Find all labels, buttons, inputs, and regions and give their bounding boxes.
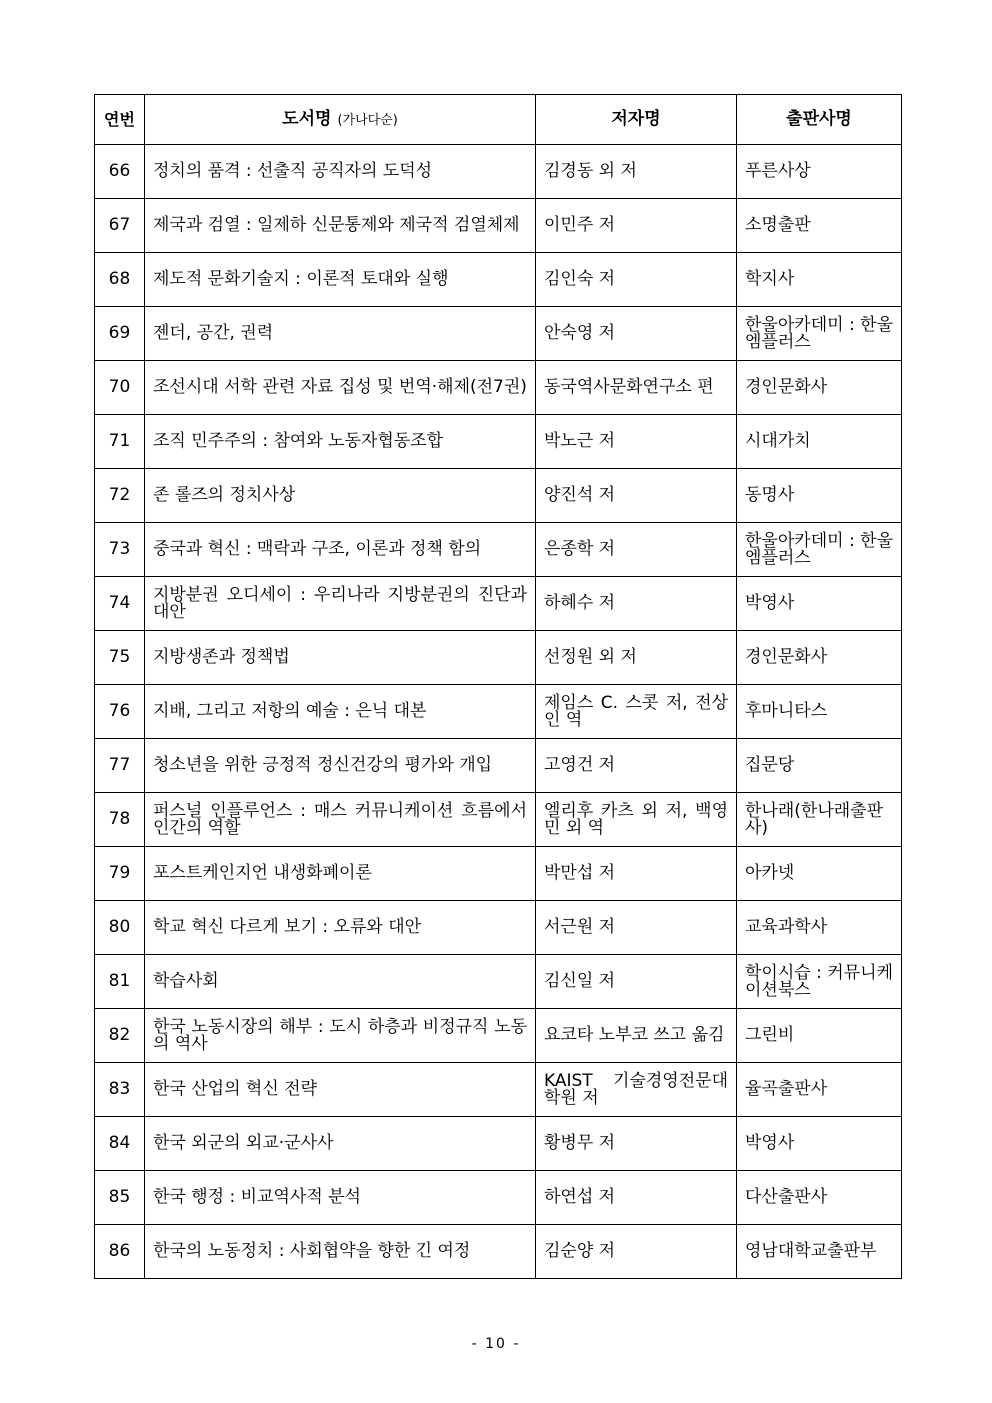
row-num: 82 — [95, 1009, 145, 1063]
row-num: 76 — [95, 685, 145, 739]
row-title: 학교 혁신 다르게 보기 : 오류와 대안 — [145, 901, 536, 955]
row-publisher: 영남대학교출판부 — [737, 1225, 902, 1279]
row-publisher: 소명출판 — [737, 199, 902, 253]
table-row — [95, 1063, 902, 1117]
row-publisher: 박영사 — [737, 577, 902, 631]
row-title: 퍼스널 인플루언스 : 매스 커뮤니케이션 흐름에서 인간의 역할 — [145, 793, 536, 847]
table-row — [95, 1225, 902, 1279]
row-title: 중국과 혁신 : 맥락과 구조, 이론과 정책 함의 — [145, 523, 536, 577]
row-publisher: 시대가치 — [737, 415, 902, 469]
row-num: 69 — [95, 307, 145, 361]
row-author: 김경동 외 저 — [536, 145, 737, 199]
table-header-row — [95, 95, 902, 145]
table-row — [95, 415, 902, 469]
row-author: 엘리후 카츠 외 저, 백영민 외 역 — [536, 793, 737, 847]
row-publisher: 그린비 — [737, 1009, 902, 1063]
row-num: 86 — [95, 1225, 145, 1279]
table-row — [95, 631, 902, 685]
row-author: 은종학 저 — [536, 523, 737, 577]
table-row — [95, 1009, 902, 1063]
table-row — [95, 739, 902, 793]
row-num: 78 — [95, 793, 145, 847]
row-publisher: 한울아카데미 : 한울엠플러스 — [737, 307, 902, 361]
row-num: 67 — [95, 199, 145, 253]
table-row — [95, 1117, 902, 1171]
row-author: 김인숙 저 — [536, 253, 737, 307]
row-author: 안숙영 저 — [536, 307, 737, 361]
row-publisher: 집문당 — [737, 739, 902, 793]
row-title: 한국의 노동정치 : 사회협약을 향한 긴 여정 — [145, 1225, 536, 1279]
table-row — [95, 577, 902, 631]
row-publisher: 한울아카데미 : 한울엠플러스 — [737, 523, 902, 577]
row-publisher: 박영사 — [737, 1117, 902, 1171]
row-publisher: 다산출판사 — [737, 1171, 902, 1225]
row-num: 68 — [95, 253, 145, 307]
row-publisher: 경인문화사 — [737, 361, 902, 415]
row-num: 73 — [95, 523, 145, 577]
row-num: 72 — [95, 469, 145, 523]
row-title: 정치의 품격 : 선출직 공직자의 도덕성 — [145, 145, 536, 199]
row-num: 70 — [95, 361, 145, 415]
row-num: 83 — [95, 1063, 145, 1117]
table-row — [95, 847, 902, 901]
row-num: 75 — [95, 631, 145, 685]
row-author: 김순양 저 — [536, 1225, 737, 1279]
row-publisher: 푸른사상 — [737, 145, 902, 199]
row-author: 서근원 저 — [536, 901, 737, 955]
header-num: 연번 — [95, 95, 145, 145]
row-publisher: 경인문화사 — [737, 631, 902, 685]
row-num: 74 — [95, 577, 145, 631]
row-num: 66 — [95, 145, 145, 199]
table-row — [95, 469, 902, 523]
header-author: 저자명 — [536, 95, 737, 145]
row-publisher: 학지사 — [737, 253, 902, 307]
table-row — [95, 1171, 902, 1225]
row-author: KAIST 기술경영전문대학원 저 — [536, 1063, 737, 1117]
row-author: 요코타 노부코 쓰고 옮김 — [536, 1009, 737, 1063]
table-row — [95, 253, 902, 307]
row-author: 박만섭 저 — [536, 847, 737, 901]
row-num: 71 — [95, 415, 145, 469]
page-number: - 10 - — [471, 1336, 521, 1352]
table-row — [95, 145, 902, 199]
header-publisher: 출판사명 — [737, 95, 902, 145]
row-title: 조직 민주주의 : 참여와 노동자협동조합 — [145, 415, 536, 469]
table-row — [95, 199, 902, 253]
row-author: 박노근 저 — [536, 415, 737, 469]
header-title-label: 도서명 — [282, 108, 332, 129]
row-num: 79 — [95, 847, 145, 901]
row-num: 80 — [95, 901, 145, 955]
row-title: 한국 산업의 혁신 전략 — [145, 1063, 536, 1117]
header-title-note: (가나다순) — [337, 112, 398, 128]
table-row — [95, 793, 902, 847]
row-num: 84 — [95, 1117, 145, 1171]
row-author: 동국역사문화연구소 편 — [536, 361, 737, 415]
row-publisher: 교육과학사 — [737, 901, 902, 955]
table-row — [95, 361, 902, 415]
row-title: 제국과 검열 : 일제하 신문통제와 제국적 검열체제 — [145, 199, 536, 253]
row-title: 한국 행정 : 비교역사적 분석 — [145, 1171, 536, 1225]
row-publisher: 아카넷 — [737, 847, 902, 901]
row-publisher: 학이시습 : 커뮤니케이션북스 — [737, 955, 902, 1009]
row-author: 김신일 저 — [536, 955, 737, 1009]
table-row — [95, 523, 902, 577]
row-title: 포스트케인지언 내생화폐이론 — [145, 847, 536, 901]
row-num: 77 — [95, 739, 145, 793]
header-title — [145, 95, 536, 145]
row-publisher: 율곡출판사 — [737, 1063, 902, 1117]
table-row — [95, 307, 902, 361]
row-author: 이민주 저 — [536, 199, 737, 253]
row-title: 지배, 그리고 저항의 예술 : 은닉 대본 — [145, 685, 536, 739]
row-author: 황병무 저 — [536, 1117, 737, 1171]
row-title: 학습사회 — [145, 955, 536, 1009]
row-title: 젠더, 공간, 권력 — [145, 307, 536, 361]
table-row — [95, 685, 902, 739]
table-row — [95, 901, 902, 955]
row-title: 존 롤즈의 정치사상 — [145, 469, 536, 523]
row-author: 선정원 외 저 — [536, 631, 737, 685]
row-num: 85 — [95, 1171, 145, 1225]
row-title: 한국 외군의 외교·군사사 — [145, 1117, 536, 1171]
row-author: 하혜수 저 — [536, 577, 737, 631]
row-publisher: 한나래(한나래출판사) — [737, 793, 902, 847]
row-title: 청소년을 위한 긍정적 정신건강의 평가와 개입 — [145, 739, 536, 793]
row-author: 하연섭 저 — [536, 1171, 737, 1225]
row-publisher: 후마니타스 — [737, 685, 902, 739]
row-title: 한국 노동시장의 해부 : 도시 하층과 비정규직 노동의 역사 — [145, 1009, 536, 1063]
row-author: 고영건 저 — [536, 739, 737, 793]
row-title: 지방분권 오디세이 : 우리나라 지방분권의 진단과 대안 — [145, 577, 536, 631]
row-title: 제도적 문화기술지 : 이론적 토대와 실행 — [145, 253, 536, 307]
book-list-table — [94, 94, 902, 1279]
row-author: 제임스 C. 스콧 저, 전상인 역 — [536, 685, 737, 739]
row-author: 양진석 저 — [536, 469, 737, 523]
row-title: 지방생존과 정책법 — [145, 631, 536, 685]
table-row — [95, 955, 902, 1009]
row-publisher: 동명사 — [737, 469, 902, 523]
row-title: 조선시대 서학 관련 자료 집성 및 번역·해제(전7권) — [145, 361, 536, 415]
row-num: 81 — [95, 955, 145, 1009]
